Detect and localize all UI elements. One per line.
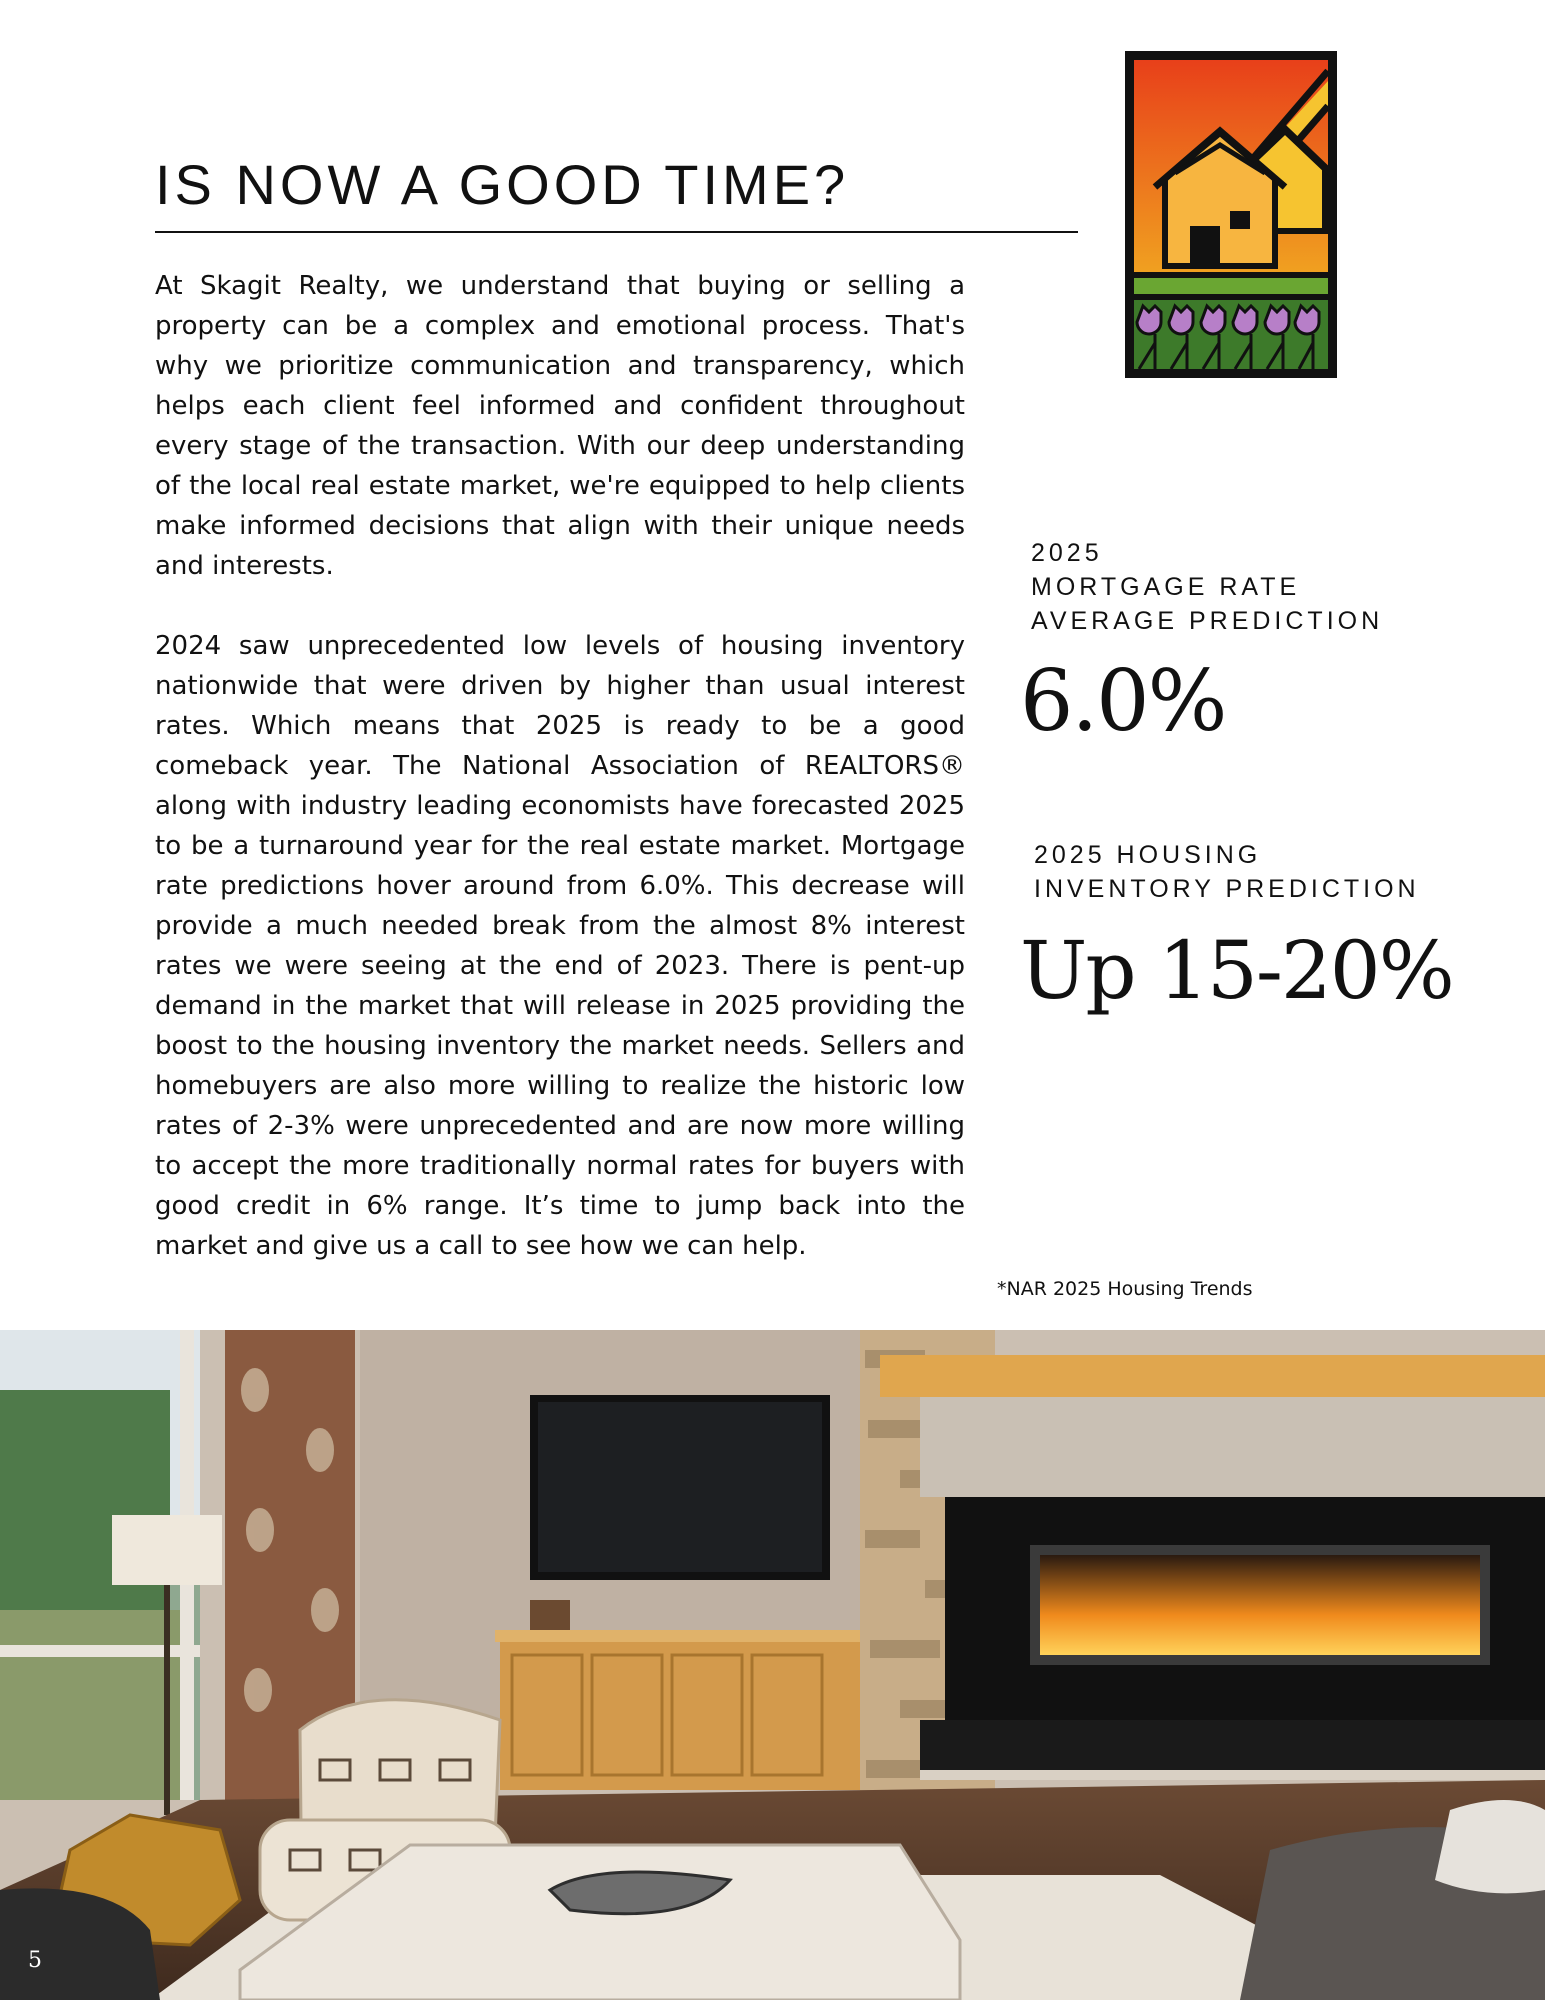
mortgage-label-line: AVERAGE PREDICTION xyxy=(1031,607,1384,635)
page-title: IS NOW A GOOD TIME? xyxy=(155,153,850,216)
source-note: *NAR 2025 Housing Trends xyxy=(997,1278,1253,1300)
mortgage-label-line: 2025 xyxy=(1031,539,1103,567)
page-number: 5 xyxy=(28,1948,42,1973)
mortgage-rate-value: 6.0% xyxy=(1020,652,1226,750)
mortgage-rate-label xyxy=(1031,536,1383,638)
inventory-label-line: INVENTORY PREDICTION xyxy=(1034,875,1420,903)
title-divider xyxy=(155,231,1078,233)
body-text xyxy=(155,266,965,1306)
forecast-paragraph: 2024 saw unprecedented low levels of housing inventory nationwide that were driven by higher than usual interest rates. Which means that 2025 is ready to be a good comeback year. The National Association of REALTORS® along with industry leading economists have forecasted 2025 to be a turnaround year for the real estate market. Mortgage rate predictions hover around from 6.0%. This decrease will provide a much needed break from the almost 8% interest rates we were seeing at the end of 2023. There is pent-up demand in the market that will release in 2025 providing the boost to the housing inventory the market needs. Sellers and homebuyers are also more willing to realize the historic low rates of 2-3% were unprecedented and are now more willing to accept the more traditionally normal rates for buyers with good credit in 6% range. It’s time to jump back into the market and give us a call to see how we can help. xyxy=(155,631,965,1261)
intro-paragraph: At Skagit Realty, we understand that buying or selling a property can be a complex and emotional process. That's why we prioritize communication and transparency, which helps each client feel informed and confident throughout every stage of the transaction. With our deep understanding of the local real estate market, we're equipped to help clients make informed decisions that align with their unique needs and interests. xyxy=(155,271,965,581)
inventory-value: Up 15-20% xyxy=(1020,924,1453,1017)
inventory-label-line: 2025 HOUSING xyxy=(1034,841,1262,869)
inventory-label xyxy=(1034,838,1420,906)
living-room-photo xyxy=(0,1330,1545,2000)
house-logo-icon xyxy=(1125,51,1337,378)
mortgage-label-line: MORTGAGE RATE xyxy=(1031,573,1301,601)
